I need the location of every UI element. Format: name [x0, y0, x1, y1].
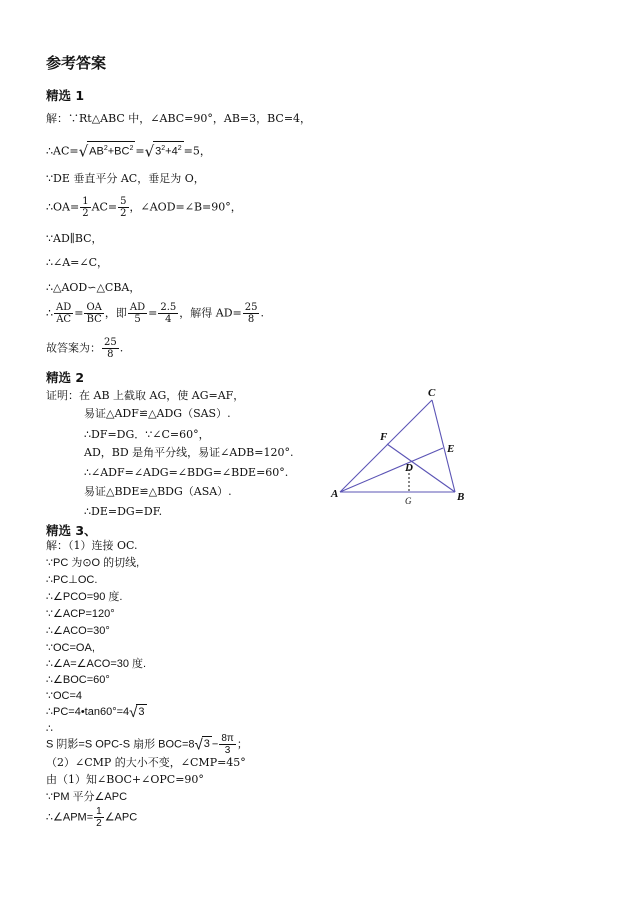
- shaded-area-expression: S 阴影=S OPC-S 扇形 BOC=8: [46, 738, 195, 751]
- q3-line-7: ∵OC=OA,: [46, 642, 95, 654]
- q1-radicand-2: $3^2+4^2$: [153, 141, 183, 159]
- fraction: $\frac{5}{2}$: [120, 196, 127, 219]
- segment-AE: [340, 448, 443, 492]
- q1-line-6: ∴∠A=∠C，: [46, 256, 109, 269]
- label-F: F: [380, 431, 388, 443]
- fraction: $\frac{2.5}{4}$: [160, 302, 177, 325]
- fraction: $\frac{1}{2}$: [82, 196, 89, 219]
- q1-line-3: ∵DE 垂直平分 AC，垂足为 O，: [46, 172, 205, 185]
- q2-line-4: AD，BD 是角平分线，易证∠ADB=120°.: [84, 446, 294, 459]
- q2-line-5: ∴∠ADF=∠ADG=∠BDG=∠BDE=60°.: [84, 466, 289, 479]
- q1-l2-pre: ∴AC=: [46, 144, 79, 158]
- q3-heading: 精选 3、: [46, 523, 97, 538]
- q2-line-2: 易证△ADF≌△ADG（SAS）.: [84, 407, 231, 420]
- label-E: E: [447, 443, 455, 455]
- segment-AC: [340, 400, 432, 492]
- q1-line-8: ∴ $\frac{AD}{AC}$ = $\frac{OA}{BC}$ ，即 $\frac{AD}{5}$ = $\frac{2.5}{4}$ ，解得 AD= $\frac{25}{8}$ .: [46, 302, 264, 325]
- q3-line-9: ∴∠BOC=60°: [46, 674, 110, 686]
- q3-line-11: ∴PC=4•tan60°=4√3: [46, 704, 145, 721]
- sqrt-sign: √: [129, 704, 138, 721]
- page-title: 参考答案: [46, 54, 107, 72]
- q1-line-4: ∴OA= $\frac{1}{2}$ AC= $\frac{5}{2}$ ，∠AOD=∠B=90°，: [46, 196, 242, 219]
- q3-line-1: 解：（1）连接 OC.: [46, 539, 138, 552]
- q1-line-1: 解：∵Rt△ABC 中，∠ABC=90°，AB=3，BC=4，: [46, 112, 312, 125]
- label-B: B: [457, 491, 465, 503]
- q1-line-2: $\therefore AC=√AB^2+BC^2 =√3^2+4^2 =5$，: [46, 142, 211, 161]
- q3-line-8: ∴∠A=∠ACO=30 度.: [46, 658, 147, 670]
- q3-line-16: ∴∠APM= $\frac{1}{2}$ ∠APC: [46, 806, 138, 829]
- fraction: $\frac{25}{8}$: [244, 302, 258, 325]
- q2-heading: 精选 2: [46, 370, 85, 385]
- q2-line-7: ∴DE=DG=DF.: [84, 505, 163, 518]
- triangle-diagram: [320, 380, 480, 515]
- label-G: G: [405, 496, 412, 506]
- q1-radicand-1: $AB^2+BC^2$: [87, 141, 135, 159]
- q3-line-10: ∵OC=4: [46, 690, 83, 702]
- fraction: $\frac{AD}{5}$: [129, 302, 146, 325]
- label-A: A: [331, 488, 339, 500]
- q3-line-12-prefix: ∴: [46, 723, 53, 735]
- q1-line-5: ∵AD∥BC，: [46, 232, 103, 245]
- q3-line-6: ∴∠ACO=30°: [46, 625, 110, 637]
- q2-line-3: ∴DF=DG．∵∠C=60°，: [84, 428, 210, 441]
- q3-line-5: ∵∠ACP=120°: [46, 608, 115, 620]
- q3-line-2: ∵PC 为⊙O 的切线,: [46, 557, 140, 569]
- q2-line-6: 易证△BDE≌△BDG（ASA）.: [84, 485, 232, 498]
- fraction: $\frac{AD}{AC}$: [56, 302, 72, 325]
- q3-line-13: （2）∠CMP 的大小不变，∠CMP=45°: [46, 756, 246, 769]
- q1-heading: 精选 1: [46, 88, 85, 103]
- q3-line-14: 由（1）知∠BOC+∠OPC=90°: [46, 773, 204, 786]
- fraction: $\frac{1}{2}$: [96, 806, 102, 829]
- label-C: C: [428, 387, 436, 399]
- fraction: $\frac{8\pi}{3}$: [221, 733, 234, 756]
- q3-line-15: ∵PM 平分∠APC: [46, 791, 128, 803]
- q3-line-12: S 阴影=S OPC-S 扇形 BOC=8√3 − $\frac{8\pi}{3}$ ；: [46, 733, 248, 756]
- q1-line-7: ∴△AOD∽△CBA，: [46, 281, 141, 294]
- q1-line-9: 故答案为： $\frac{25}{8}$ .: [46, 337, 124, 360]
- radicand: 3: [138, 706, 145, 718]
- fraction: $\frac{25}{8}$: [104, 337, 117, 360]
- fraction: $\frac{OA}{BC}$: [86, 302, 102, 325]
- q3-line-3: ∴PC⊥OC.: [46, 574, 98, 586]
- sqrt-sign: √: [78, 142, 89, 161]
- q2-line-1: 证明：在 AB 上截取 AG，使 AG=AF，: [46, 389, 245, 402]
- sqrt-sign: √: [144, 142, 155, 161]
- label-D: D: [405, 462, 413, 474]
- q3-line-4: ∴∠PCO=90 度.: [46, 591, 123, 603]
- sqrt-sign: √: [194, 736, 203, 754]
- radicand: 3: [203, 738, 210, 751]
